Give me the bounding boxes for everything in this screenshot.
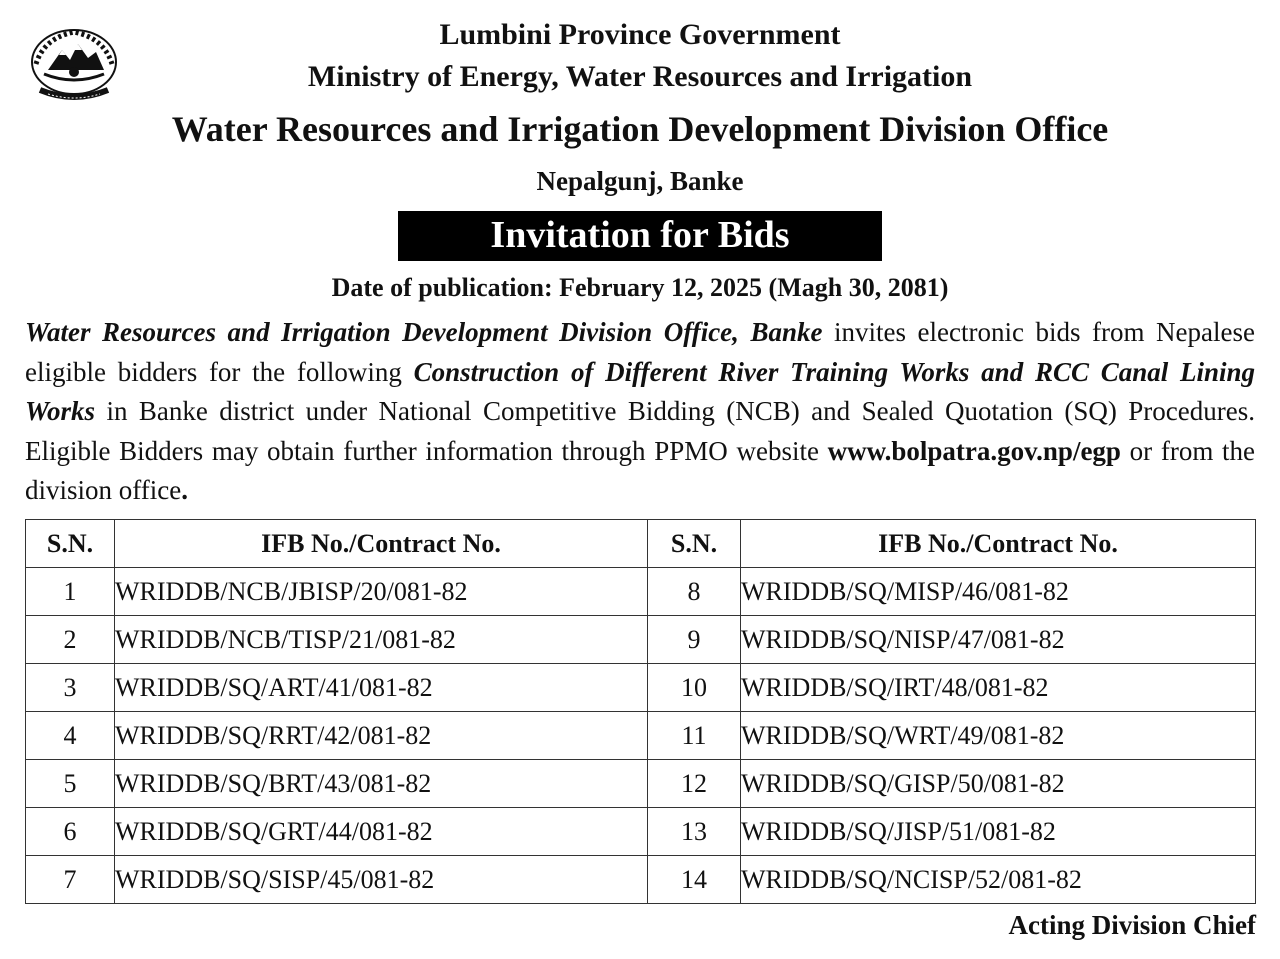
col-sn-left: S.N. — [26, 520, 115, 568]
table-row — [26, 664, 1256, 712]
ministry-name: Ministry of Energy, Water Resources and Irrigation — [307, 60, 973, 93]
office-name: Water Resources and Irrigation Development Division Office — [171, 109, 1109, 149]
table-row — [26, 856, 1256, 904]
sn-cell: 4 — [26, 712, 115, 760]
notice-text-c: or from the division office — [25, 435, 1255, 505]
notice-end-period: . — [181, 475, 188, 505]
ifb-cell: WRIDDB/NCB/JBISP/20/081-82 — [115, 568, 648, 616]
signature-title: Acting Division Chief — [1008, 910, 1256, 940]
sn-cell: 3 — [26, 664, 115, 712]
ifb-cell: WRIDDB/SQ/ART/41/081-82 — [115, 664, 648, 712]
notice-paragraph — [25, 313, 1255, 511]
sn-cell: 12 — [648, 760, 741, 808]
sn-cell: 11 — [648, 712, 741, 760]
sn-cell: 7 — [26, 856, 115, 904]
ifb-cell: WRIDDB/SQ/RRT/42/081-82 — [115, 712, 648, 760]
sn-cell: 13 — [648, 808, 741, 856]
ifb-cell: WRIDDB/SQ/GISP/50/081-82 — [741, 760, 1256, 808]
notice-title-banner: Invitation for Bids — [398, 211, 882, 261]
table-row — [26, 712, 1256, 760]
ifb-cell: WRIDDB/SQ/NCISP/52/081-82 — [741, 856, 1256, 904]
ifb-cell: WRIDDB/SQ/GRT/44/081-82 — [115, 808, 648, 856]
sn-cell: 14 — [648, 856, 741, 904]
ifb-cell: WRIDDB/SQ/IRT/48/081-82 — [741, 664, 1256, 712]
table-row — [26, 616, 1256, 664]
publication-date: Date of publication: February 12, 2025 (Magh 30, 2081) — [331, 273, 949, 302]
office-location: Nepalgunj, Banke — [536, 166, 744, 196]
sn-cell: 10 — [648, 664, 741, 712]
notice-works-name: Construction of Different River Training Works and RCC Canal Lining Works — [25, 356, 1256, 426]
ifb-cell: WRIDDB/SQ/MISP/46/081-82 — [741, 568, 1256, 616]
sn-cell: 8 — [648, 568, 741, 616]
table-row — [26, 568, 1256, 616]
sn-cell: 5 — [26, 760, 115, 808]
table-header-row — [26, 520, 1256, 568]
col-sn-right: S.N. — [648, 520, 741, 568]
table-row — [26, 808, 1256, 856]
sn-cell: 6 — [26, 808, 115, 856]
ifb-cell: WRIDDB/SQ/NISP/47/081-82 — [741, 616, 1256, 664]
sn-cell: 9 — [648, 616, 741, 664]
notice-text-a: invites electronic bids from Nepalese eligible bidders for the following — [25, 317, 1255, 387]
col-ifb-left: IFB No./Contract No. — [115, 520, 648, 568]
ifb-cell: WRIDDB/SQ/BRT/43/081-82 — [115, 760, 648, 808]
sn-cell: 1 — [26, 568, 115, 616]
notice-website-link[interactable]: www.bolpatra.gov.np/egp — [827, 435, 1121, 466]
ifb-cell: WRIDDB/SQ/SISP/45/081-82 — [115, 856, 648, 904]
ifb-cell: WRIDDB/SQ/WRT/49/081-82 — [741, 712, 1256, 760]
ifb-cell: WRIDDB/NCB/TISP/21/081-82 — [115, 616, 648, 664]
col-ifb-right: IFB No./Contract No. — [741, 520, 1256, 568]
province-name: Lumbini Province Government — [439, 18, 841, 51]
ifb-cell: WRIDDB/SQ/JISP/51/081-82 — [741, 808, 1256, 856]
notice-text-b: in Banke district under National Competitive Bidding (NCB) and Sealed Quotation (SQ) Procedures. Eligible Bidders may obtain further information through PPMO website — [25, 396, 1255, 466]
sn-cell: 2 — [26, 616, 115, 664]
table-row — [26, 760, 1256, 808]
ifb-table — [25, 519, 1256, 904]
notice-office-name: Water Resources and Irrigation Development Division Office, Banke — [25, 317, 823, 347]
